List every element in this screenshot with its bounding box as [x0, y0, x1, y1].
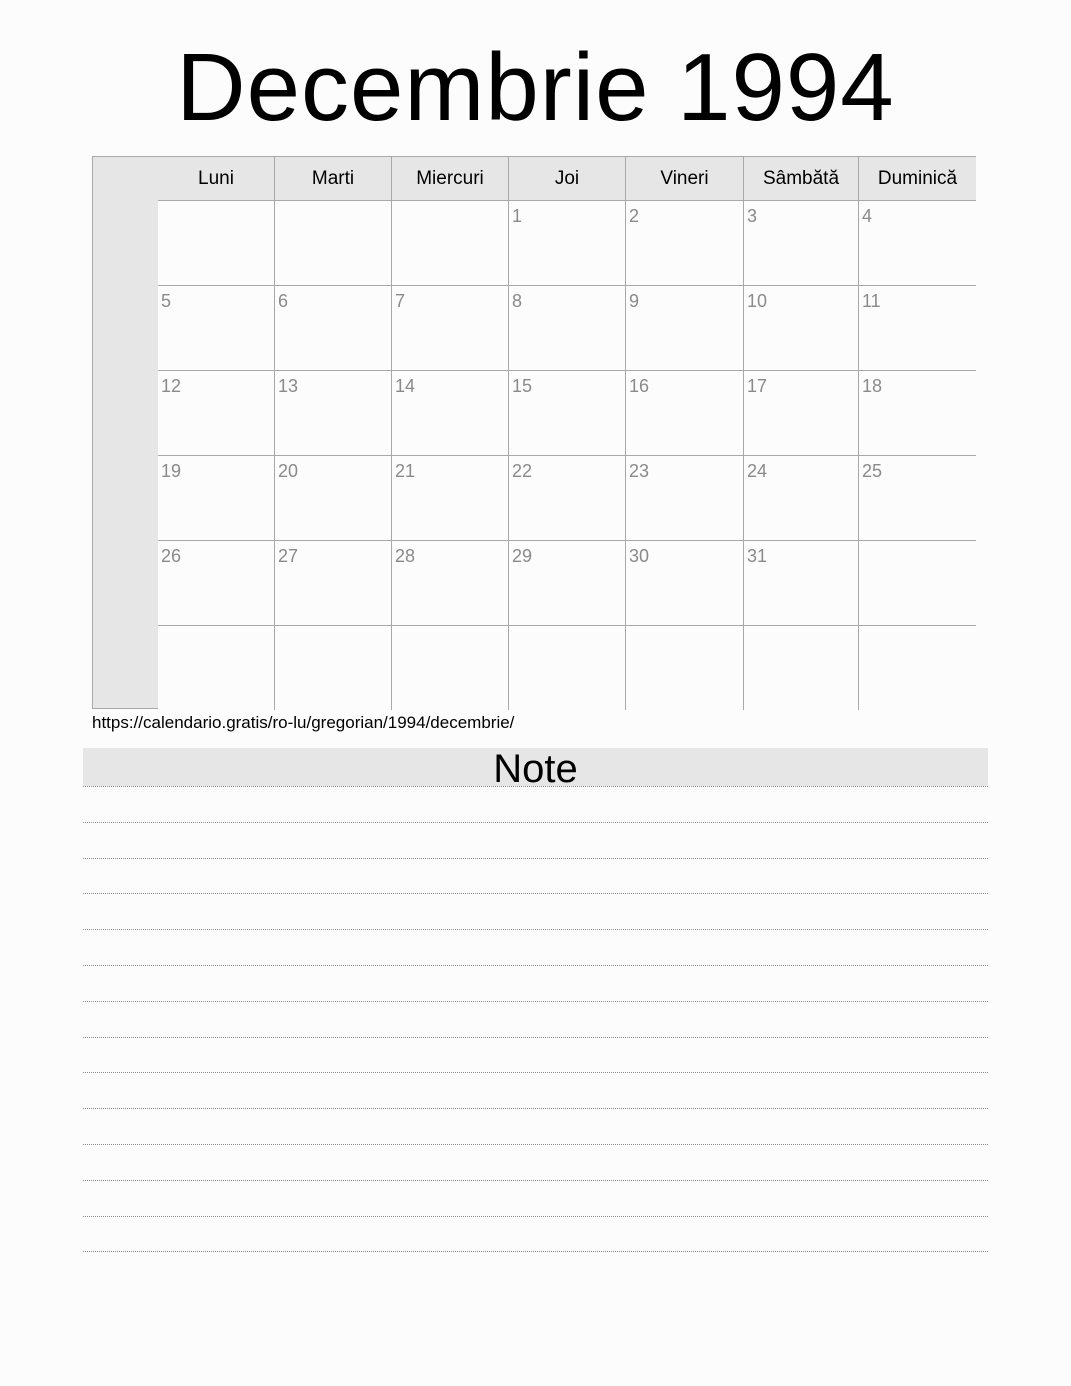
note-line[interactable] [83, 965, 988, 966]
day-number: 8 [512, 291, 523, 311]
day-cell[interactable] [275, 371, 392, 455]
day-cell[interactable] [275, 201, 392, 285]
note-line[interactable] [83, 1001, 988, 1002]
day-cell[interactable] [626, 541, 744, 625]
day-number: 4 [862, 206, 873, 226]
day-cell[interactable] [158, 626, 275, 710]
weekday-header-row [158, 157, 976, 201]
day-cell[interactable] [859, 371, 976, 455]
day-number: 31 [747, 546, 768, 566]
day-number: 7 [395, 291, 406, 311]
week-row [158, 456, 976, 541]
weekday-header: Marti [275, 157, 392, 200]
day-number: 13 [278, 376, 299, 396]
day-cell[interactable] [509, 371, 626, 455]
day-cell[interactable] [626, 201, 744, 285]
day-cell[interactable] [392, 201, 509, 285]
day-cell[interactable] [509, 626, 626, 710]
day-number: 1 [512, 206, 523, 226]
day-cell[interactable] [744, 541, 859, 625]
calendar-grid [158, 157, 976, 710]
day-cell[interactable] [275, 541, 392, 625]
week-row [158, 371, 976, 456]
day-number: 12 [161, 376, 182, 396]
day-cell[interactable] [392, 626, 509, 710]
weekday-header: Vineri [626, 157, 744, 200]
day-cell[interactable] [744, 286, 859, 370]
day-number: 22 [512, 461, 533, 481]
note-line[interactable] [83, 929, 988, 930]
day-number: 20 [278, 461, 299, 481]
day-cell[interactable] [744, 626, 859, 710]
day-number: 19 [161, 461, 182, 481]
week-row [158, 541, 976, 626]
note-line[interactable] [83, 1216, 988, 1217]
week-row [158, 201, 976, 286]
weekday-header: Duminică [877, 168, 958, 189]
note-line[interactable] [83, 893, 988, 894]
month-calendar [92, 156, 976, 709]
day-cell[interactable] [509, 286, 626, 370]
day-number: 2 [629, 206, 640, 226]
day-cell[interactable] [158, 286, 275, 370]
day-number: 26 [161, 546, 182, 566]
day-number: 15 [512, 376, 533, 396]
day-cell[interactable] [859, 286, 976, 370]
day-cell[interactable] [859, 541, 976, 625]
day-cell[interactable] [626, 286, 744, 370]
weekday-header: Sâmbătă [744, 157, 859, 200]
note-line[interactable] [83, 1144, 988, 1145]
weekday-header: Miercuri [392, 157, 509, 200]
day-number: 25 [862, 461, 883, 481]
day-cell[interactable] [392, 456, 509, 540]
day-cell[interactable] [626, 456, 744, 540]
day-cell[interactable] [509, 541, 626, 625]
day-number: 10 [747, 291, 768, 311]
day-cell[interactable] [744, 456, 859, 540]
day-number: 17 [747, 376, 768, 396]
note-line[interactable] [83, 1108, 988, 1109]
day-number: 14 [395, 376, 416, 396]
day-number: 28 [395, 546, 416, 566]
day-number: 16 [629, 376, 650, 396]
weekday-header: Luni [158, 157, 275, 200]
note-line[interactable] [83, 1072, 988, 1073]
notes-title: Note [83, 748, 988, 786]
day-cell[interactable] [158, 201, 275, 285]
day-number: 29 [512, 546, 533, 566]
source-url: https://calendario.gratis/ro-lu/gregorian/1994/decembrie/ [92, 713, 515, 732]
day-cell[interactable] [859, 626, 976, 710]
day-cell[interactable] [626, 626, 744, 710]
day-number: 3 [747, 206, 758, 226]
day-number: 21 [395, 461, 416, 481]
note-line[interactable] [83, 1180, 988, 1181]
note-line[interactable] [83, 786, 988, 787]
note-line[interactable] [83, 1251, 988, 1252]
day-cell[interactable] [392, 286, 509, 370]
calendar-title: Decembrie 1994 [176, 34, 895, 141]
day-number: 23 [629, 461, 650, 481]
day-number: 30 [629, 546, 650, 566]
day-cell[interactable] [859, 456, 976, 540]
day-number: 18 [862, 376, 883, 396]
day-number: 27 [278, 546, 299, 566]
day-cell[interactable] [275, 456, 392, 540]
day-cell[interactable] [158, 371, 275, 455]
day-cell[interactable] [626, 371, 744, 455]
week-number-column [93, 157, 159, 708]
day-cell[interactable] [158, 541, 275, 625]
day-cell[interactable] [744, 201, 859, 285]
day-number: 11 [862, 291, 881, 311]
day-cell[interactable] [509, 201, 626, 285]
day-cell[interactable] [744, 371, 859, 455]
day-cell[interactable] [509, 456, 626, 540]
weekday-header: Joi [509, 157, 626, 200]
day-cell[interactable] [392, 371, 509, 455]
day-number: 6 [278, 291, 289, 311]
day-cell[interactable] [392, 541, 509, 625]
week-row [158, 626, 976, 710]
note-line[interactable] [83, 858, 988, 859]
day-cell[interactable] [275, 286, 392, 370]
day-cell[interactable] [859, 201, 976, 285]
day-number: 5 [161, 291, 172, 311]
day-number: 9 [629, 291, 640, 311]
week-row [158, 286, 976, 371]
note-line[interactable] [83, 1037, 988, 1038]
note-line[interactable] [83, 822, 988, 823]
day-cell[interactable] [158, 456, 275, 540]
day-number: 24 [747, 461, 768, 481]
day-cell[interactable] [275, 626, 392, 710]
